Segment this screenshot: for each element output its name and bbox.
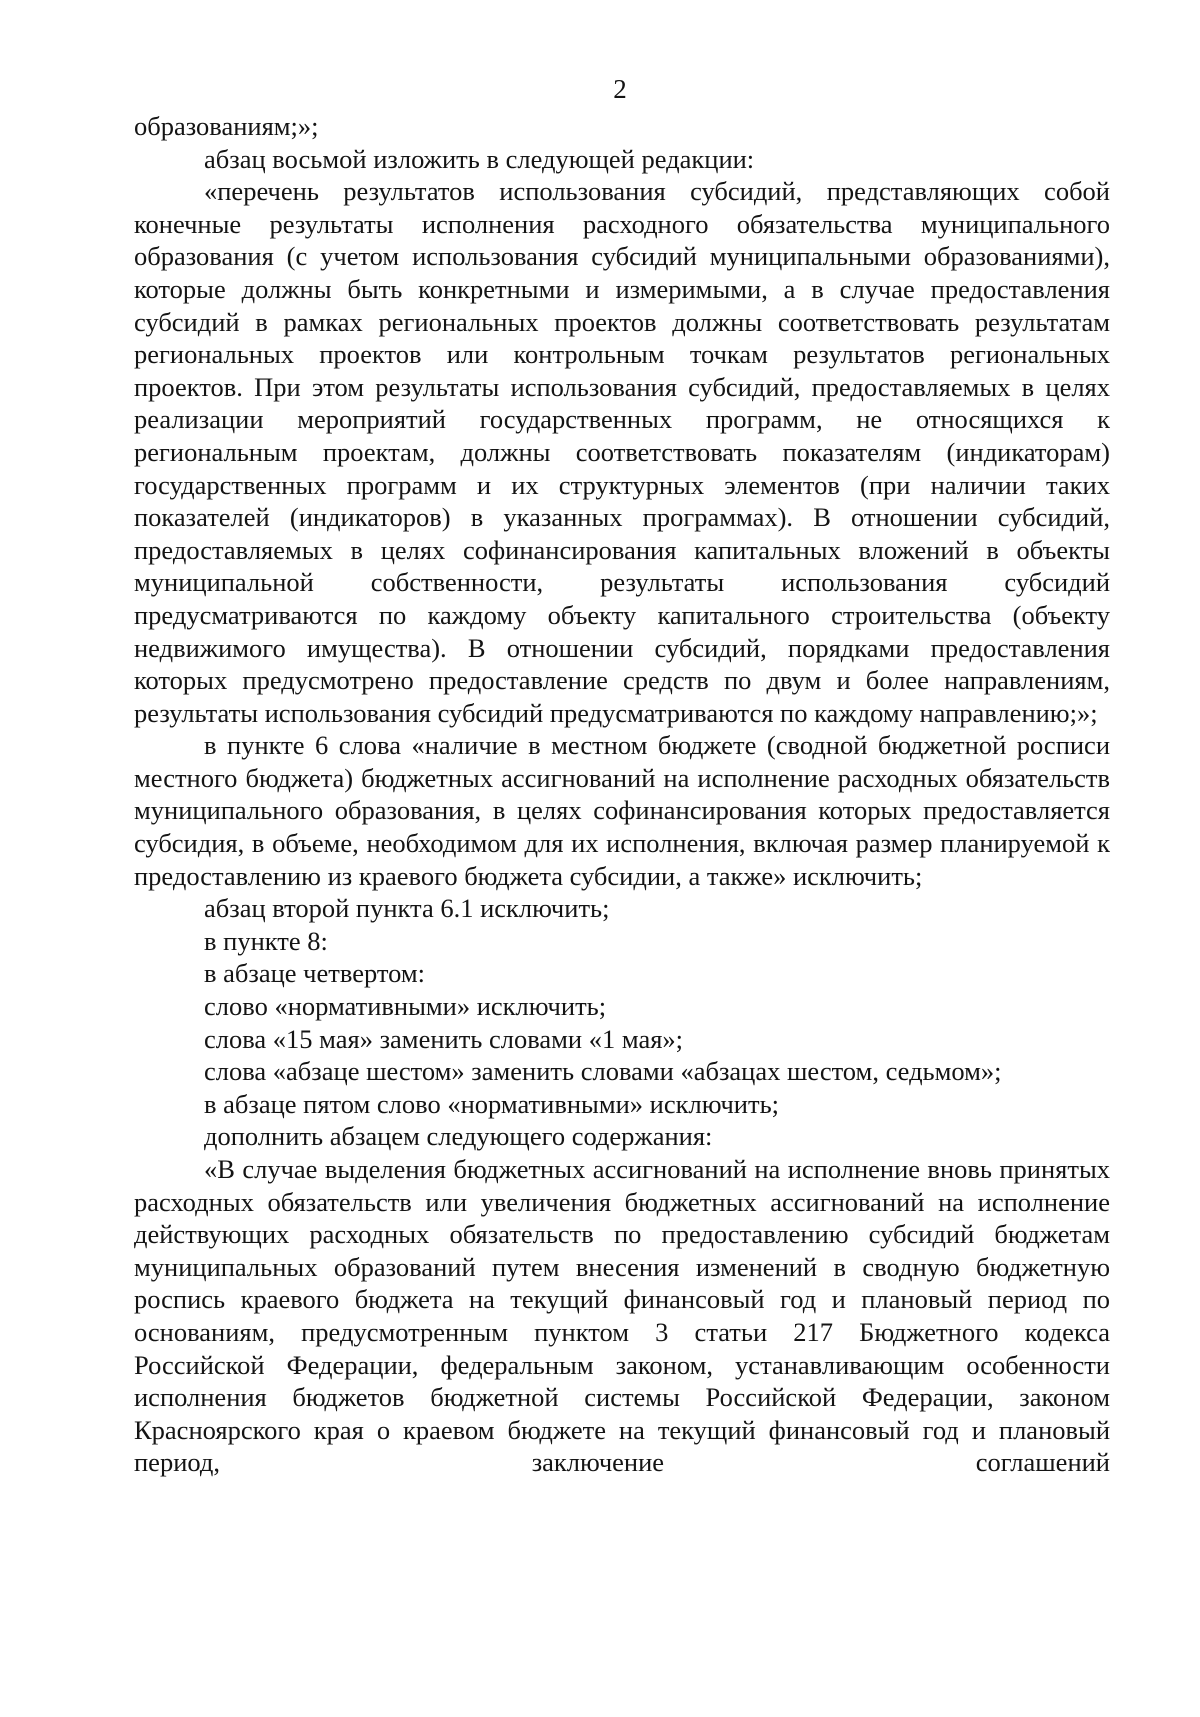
paragraph-point-8: в пункте 8: [204, 925, 328, 956]
paragraph-subsection-4: в абзаце четвертом: [204, 958, 425, 989]
paragraph-item-1: слово «нормативными» исключить; [204, 991, 607, 1022]
paragraph-item-2: слова «15 мая» заменить словами «1 мая»; [204, 1023, 684, 1054]
page-number: 2 [613, 74, 627, 104]
document-body [134, 110, 1110, 1479]
paragraph-quoted-text: «перечень результатов использования субсидий, представляющих собой конечные результаты исполнения расходного обязательства муниципального образования (с учетом использования субсидий муниципальными образованиями), которые должны быть конкретными и измеримыми, а в случае предоставления субсидий в рамках региональных проектов должны соответствовать результатам региональных проектов или контрольным точкам результатов региональных проектов. При этом результаты использования субсидий, предоставляемых в целях реализации мероприятий государственных программ, не относящихся к региональным проектам, должны соответствовать показателям (индикаторам) государственных программ и их структурных элементов (при наличии таких показателей (индикаторов) в указанных программах). В отношении субсидий, предоставляемых в целях софинансирования капитальных вложений в объекты муниципальной собственности, результаты использования субсидий предусматриваются по каждому объекту капитального строительства (объекту недвижимого имущества). В отношении субсидий, порядками предоставления которых предусмотрено предоставление средств по двум и более направлениям, результаты использования субсидий предусматриваются по каждому направлению;»; [134, 176, 1110, 728]
paragraph-continuation: образованиям;»; [134, 111, 319, 141]
paragraph-subsection-5: в абзаце пятом слово «нормативными» исключить; [204, 1088, 780, 1119]
paragraph-item-3: слова «абзаце шестом» заменить словами «абзацах шестом, седьмом»; [204, 1056, 1002, 1087]
paragraph-point-6: в пункте 6 слова «наличие в местном бюджете (сводной бюджетной росписи местного бюджета) бюджетных ассигнований на исполнение расходных обязательств муниципального образования, в целях софинансирования которых предоставляется субсидия, в объеме, необходимом для их исполнения, включая размер планируемой к предоставлению из краевого бюджета субсидии, а также» исключить; [134, 730, 1110, 891]
paragraph-addition: дополнить абзацем следующего содержания: [204, 1121, 713, 1152]
paragraph-instruction: абзац восьмой изложить в следующей редакции: [204, 143, 755, 174]
paragraph-new-text: «В случае выделения бюджетных ассигнований на исполнение вновь принятых расходных обязательств или увеличения бюджетных ассигнований на исполнение действующих расходных обязательств по предоставлению субсидий бюджетам муниципальных образований путем внесения изменений в сводную бюджетную роспись краевого бюджета на текущий финансовый год и плановый период по основаниям, предусмотренным пунктом 3 статьи 217 Бюджетного кодекса Российской Федерации, федеральным законом, устанавливающим особенности исполнения бюджетов бюджетной системы Российской Федерации, законом Красноярского края о краевом бюджете на текущий финансовый год и плановый период, заключение соглашений [134, 1154, 1110, 1478]
paragraph-point-6-1: абзац второй пункта 6.1 исключить; [204, 893, 610, 924]
